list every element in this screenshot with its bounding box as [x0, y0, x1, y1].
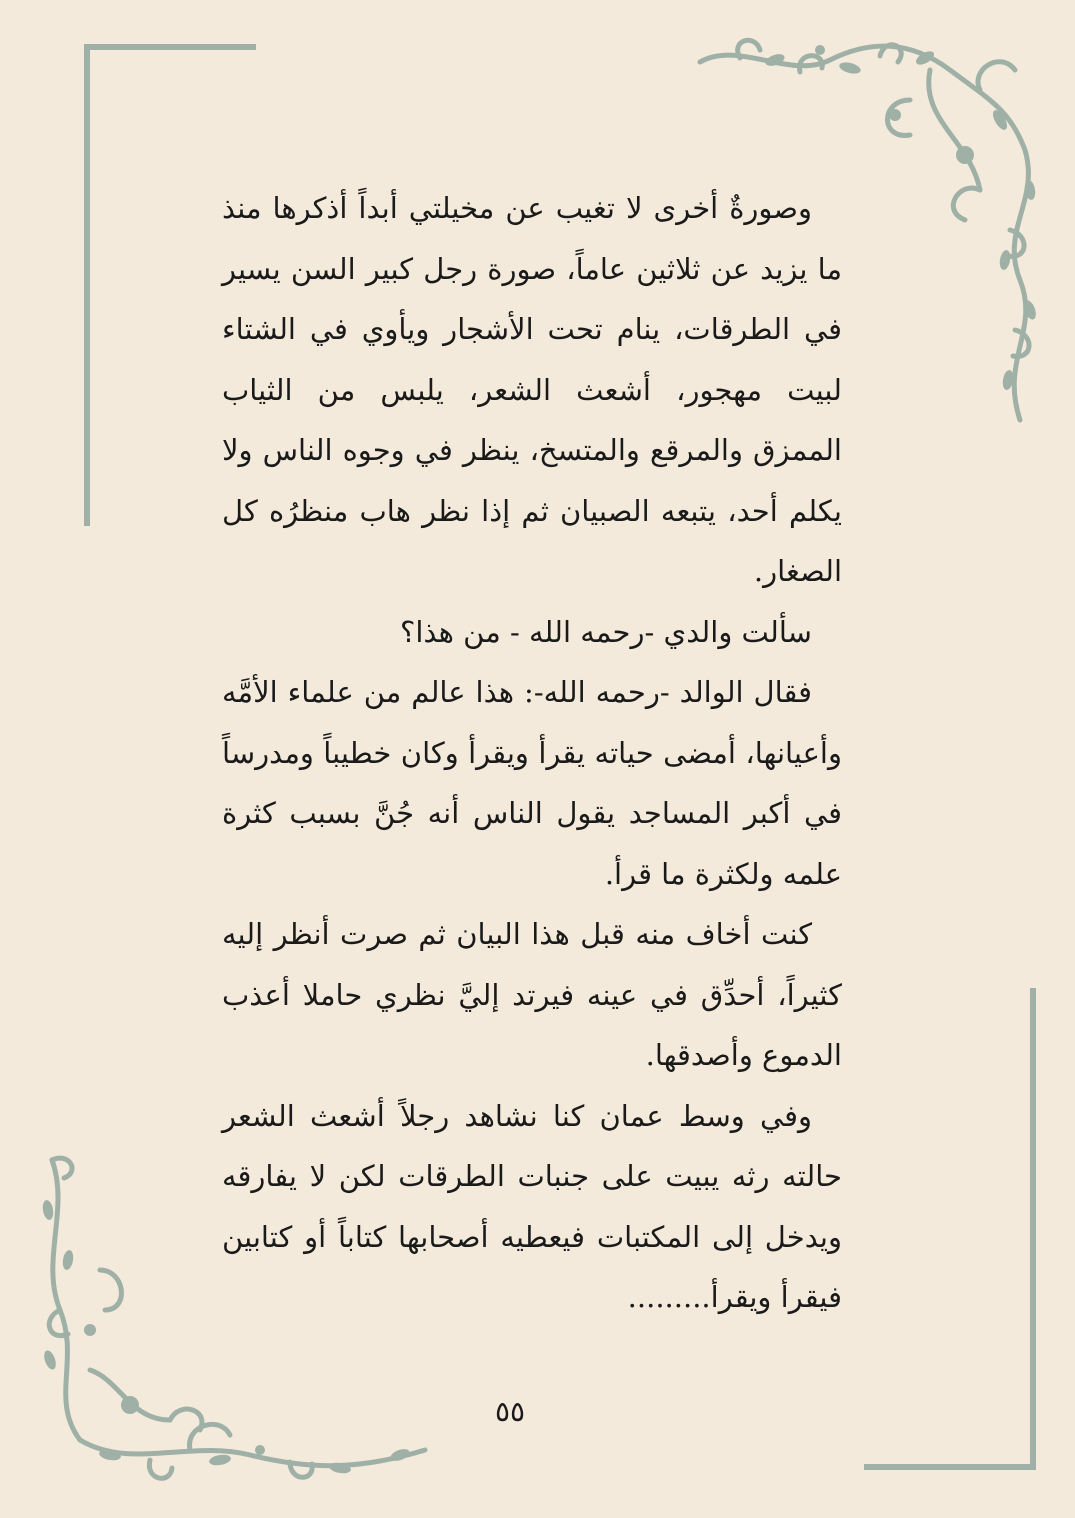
paragraph: وفي وسط عمان كنا نشاهد رجلاً أشعث الشعر حالته رثه يبيت على جنبات الطرقات لكن لا يفارقه ويدخل إلى المكتبات فيعطيه أصحابها كتاباً أو كتابين فيقرأ ويقرأ......... [222, 1098, 842, 1314]
paragraph: وصورةٌ أخرى لا تغيب عن مخيلتي أبداً أذكرها منذ ما يزيد عن ثلاثين عاماً، صورة رجل كبير السن يسير في الطرقات، ينام تحت الأشجار ويأوي في الشتاء لبيت مهجور، أشعث الشعر، يلبس من الثياب الممزق والمرقع والمتسخ، ينظر في وجوه الناس ولا يكلم أحد، يتبعه الصبيان ثم إذا نظر هاب منظرُه كل الصغار. [222, 191, 842, 588]
body-text [222, 178, 842, 1328]
frame-top-left-vertical [84, 44, 90, 526]
frame-bottom-right-horizontal [864, 1464, 1036, 1470]
paragraph: كنت أخاف منه قبل هذا البيان ثم صرت أنظر إليه كثيراً، أحدِّق في عينه فيرتد إليَّ نظري حاملا أعذب الدموع وأصدقها. [222, 917, 842, 1072]
paragraph: سألت والدي -رحمه الله - من هذا؟ [399, 614, 812, 649]
frame-bottom-right-vertical [1030, 988, 1036, 1470]
frame-top-left-horizontal [84, 44, 256, 50]
page-number: ٥٥ [494, 1395, 526, 1428]
paragraph: فقال الوالد -رحمه الله-: هذا عالم من علماء الأمَّه وأعيانها، أمضى حياته يقرأ ويقرأ وكان خطيباً ومدرساً في أكبر المساجد يقول الناس أنه جُنَّ بسبب كثرة علمه ولكثرة ما قرأ. [222, 675, 842, 891]
